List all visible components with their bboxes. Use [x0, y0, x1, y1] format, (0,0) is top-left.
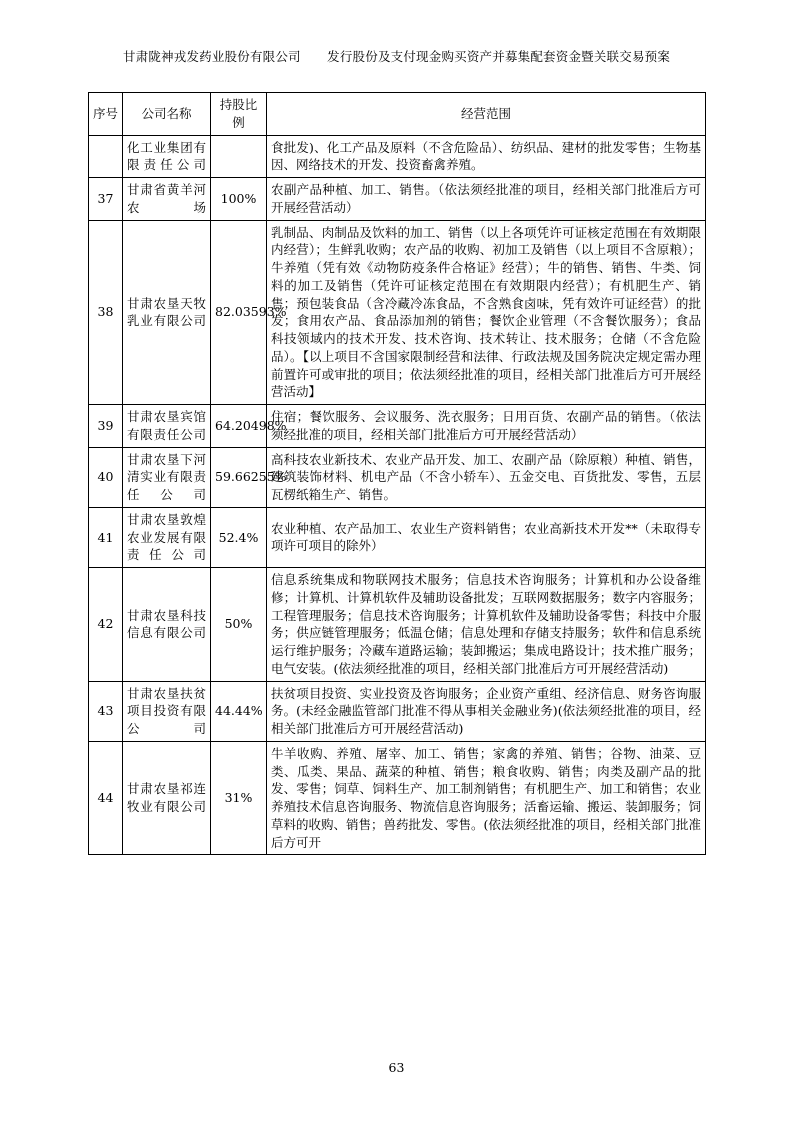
table-row: [89, 447, 706, 507]
cell-seq: 42: [89, 568, 123, 682]
header-company-name: 甘肃陇神戎发药业股份有限公司: [122, 49, 301, 64]
cell-seq: 41: [89, 507, 123, 567]
cell-ratio: 44.44%: [211, 681, 267, 741]
table-row: [89, 135, 706, 178]
table-row: [89, 507, 706, 567]
cell-ratio: 59.66255%: [211, 447, 267, 507]
cell-scope: 扶贫项目投资、实业投资及咨询服务；企业资产重组、经济信息、财务咨询服务。(未经金融监管部门批准不得从事相关金融业务)(依法须经批准的项目，经相关部门批准后方可开展经营活动): [267, 681, 706, 741]
column-header-ratio: 持股比例: [211, 93, 267, 136]
table-row: [89, 741, 706, 855]
table-header-row: [89, 93, 706, 136]
cell-seq: 43: [89, 681, 123, 741]
cell-scope: 农副产品种植、加工、销售。（依法须经批准的项目，经相关部门批准后方可开展经营活动）: [267, 178, 706, 221]
cell-ratio: 31%: [211, 741, 267, 855]
header-document-title: 发行股份及支付现金购买资产并募集配套资金暨关联交易预案: [327, 49, 671, 64]
cell-scope: 农业种植、农产品加工、农业生产资料销售；农业高新技术开发**（未取得专项许可项目的除外）: [267, 507, 706, 567]
page-number: 63: [388, 1060, 405, 1075]
cell-company-name: 甘肃农垦祁连牧业有限公司: [123, 741, 211, 855]
table-row: [89, 681, 706, 741]
cell-scope: 食批发)、化工产品及原料（不含危险品）、纺织品、建材的批发零售；生物基因、网络技术的开发、投资畜禽养殖。: [267, 135, 706, 178]
cell-scope: 住宿；餐饮服务、会议服务、洗衣服务；日用百货、农副产品的销售。（依法须经批准的项目，经相关部门批准后方可开展经营活动）: [267, 405, 706, 448]
table-row: [89, 568, 706, 682]
cell-ratio: 100%: [211, 178, 267, 221]
cell-seq: 39: [89, 405, 123, 448]
cell-scope: 信息系统集成和物联网技术服务；信息技术咨询服务；计算机和办公设备维修；计算机、计算机软件及辅助设备批发；互联网数据服务；数字内容服务；工程管理服务；信息技术咨询服务；计算机软件及辅助设备零售；科技中介服务；供应链管理服务；低温仓储；信息处理和存储支持服务；软件和信息系统运行维护服务；冷藏车道路运输；装卸搬运；集成电路设计；技术推广服务；电气安装。(依法须经批准的项目，经相关部门批准后方可开展经营活动): [267, 568, 706, 682]
cell-seq: 38: [89, 220, 123, 405]
column-header-name: 公司名称: [123, 93, 211, 136]
cell-seq: [89, 135, 123, 178]
subsidiary-table: [88, 92, 706, 855]
cell-company-name: 甘肃农垦下河清实业有限责任公司: [123, 447, 211, 507]
page-header: [0, 47, 793, 65]
cell-company-name: 甘肃农垦天牧乳业有限公司: [123, 220, 211, 405]
cell-scope: 牛羊收购、养殖、屠宰、加工、销售；家禽的养殖、销售；谷物、油菜、豆类、瓜类、果品、蔬菜的种植、销售；粮食收购、销售；肉类及副产品的批发、零售；饲草、饲料生产、加工制剂销售；有机肥生产、加工和销售；农业养殖技术信息咨询服务、物流信息咨询服务；活畜运输、搬运、装卸服务；饲草料的收购、销售；兽药批发、零售。(依法须经批准的项目，经相关部门批准后方可开: [267, 741, 706, 855]
table-row: [89, 220, 706, 405]
cell-scope: 乳制品、肉制品及饮料的加工、销售（以上各项凭许可证核定范围在有效期限内经营）；生鲜乳收购；农产品的收购、初加工及销售（以上项目不含原粮）；牛养殖（凭有效《动物防疫条件合格证》经营）；牛的销售、销售、牛类、饲料的加工及销售（凭许可证核定范围在有效期限内经营）；有机肥生产、销售；预包装食品（含冷藏冷冻食品，不含熟食卤味，凭有效许可证经营）的批发；食用农产品、食品添加剂的销售；餐饮企业管理（不含餐饮服务）；食品科技领域内的技术开发、技术咨询、技术转让、技术服务；仓储（不含危险品）。【以上项目不含国家限制经营和法律、行政法规及国务院决定规定需办理前置许可或审批的项目；依法须经批准的项目，经相关部门批准后方可开展经营活动】: [267, 220, 706, 405]
cell-company-name: 化工业集团有限责任公司: [123, 135, 211, 178]
cell-seq: 44: [89, 741, 123, 855]
cell-ratio: 50%: [211, 568, 267, 682]
cell-seq: 40: [89, 447, 123, 507]
cell-scope: 高科技农业新技术、农业产品开发、加工、农副产品（除原粮）种植、销售，建筑装饰材料、机电产品（不含小轿车）、五金交电、百货批发、零售，五层瓦楞纸箱生产、销售。: [267, 447, 706, 507]
cell-company-name: 甘肃农垦敦煌农业发展有限责任公司: [123, 507, 211, 567]
cell-company-name: 甘肃农垦科技信息有限公司: [123, 568, 211, 682]
cell-company-name: 甘肃农垦扶贫项目投资有限公司: [123, 681, 211, 741]
column-header-scope: 经营范围: [267, 93, 706, 136]
cell-ratio: [211, 135, 267, 178]
cell-ratio: 52.4%: [211, 507, 267, 567]
column-header-seq: 序号: [89, 93, 123, 136]
table-row: [89, 178, 706, 221]
cell-company-name: 甘肃省黄羊河农场: [123, 178, 211, 221]
cell-ratio: 82.03593%: [211, 220, 267, 405]
cell-company-name: 甘肃农垦宾馆有限责任公司: [123, 405, 211, 448]
cell-seq: 37: [89, 178, 123, 221]
table-row: [89, 405, 706, 448]
cell-ratio: 64.20498%: [211, 405, 267, 448]
